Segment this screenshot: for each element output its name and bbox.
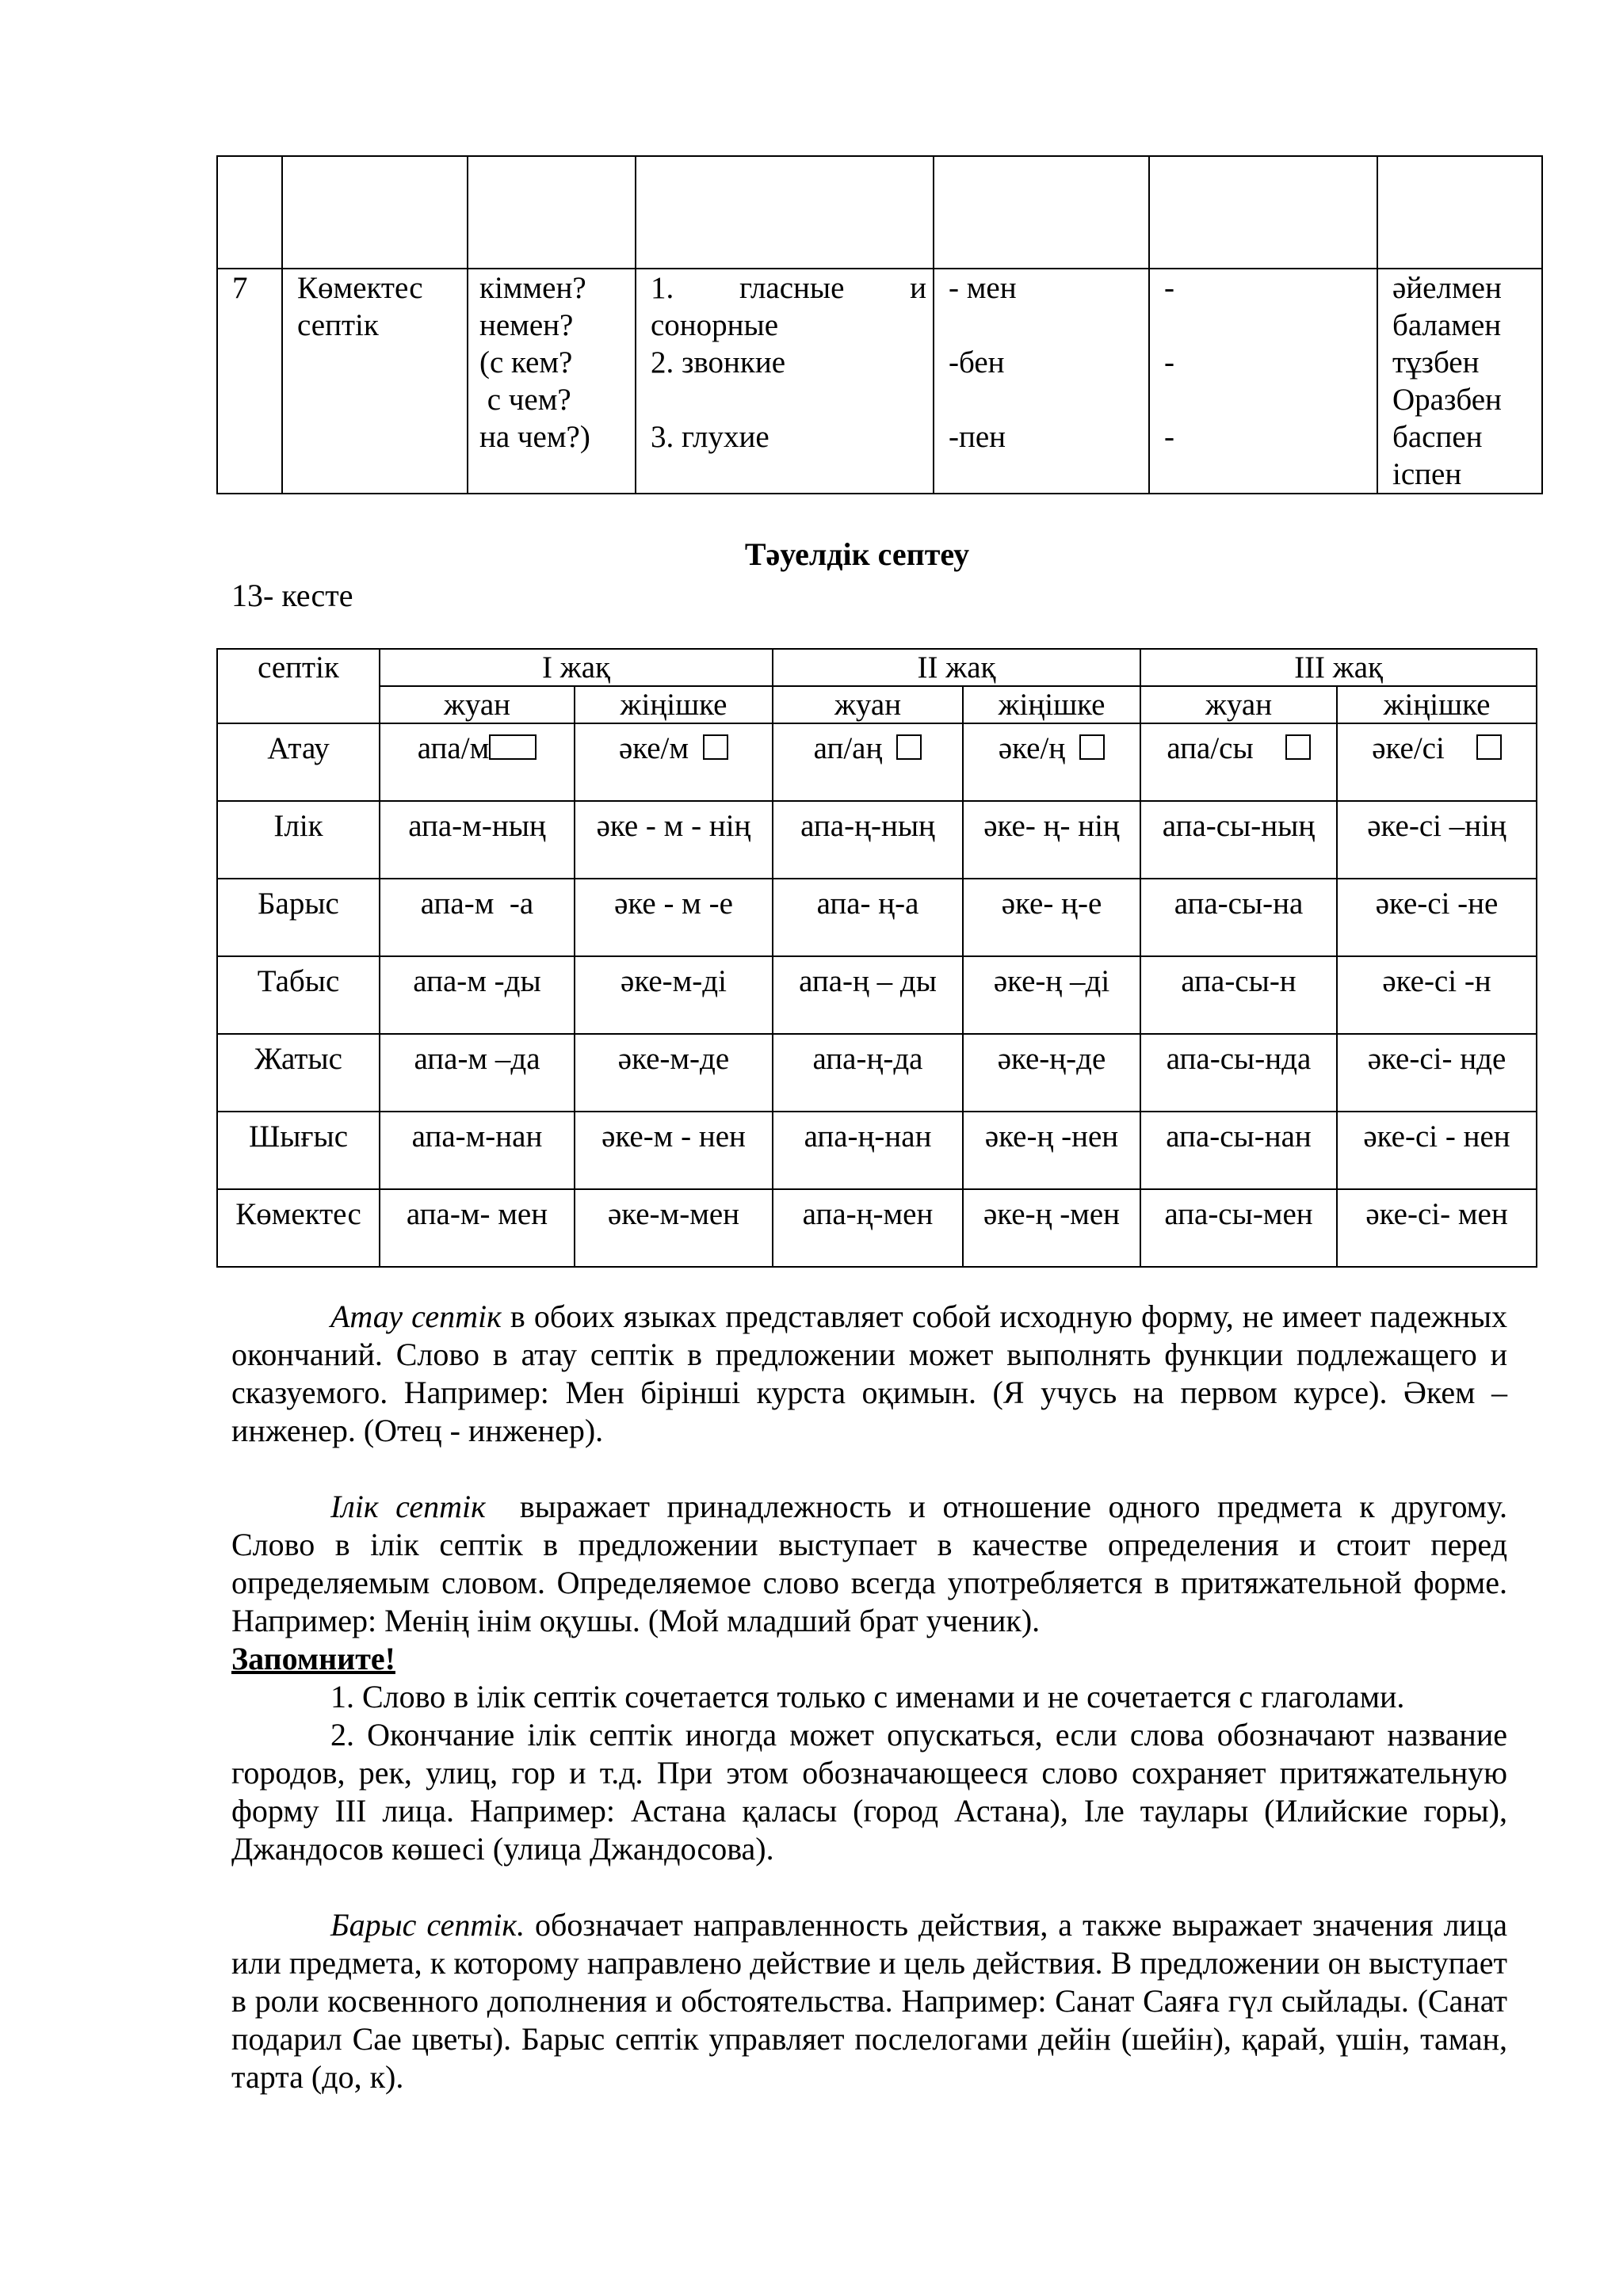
- table-row: [217, 879, 1537, 956]
- case-label: Барыс: [217, 879, 380, 956]
- condition-cell: 1. гласные и сонорные 2. звонкие 3. глухие: [636, 269, 934, 494]
- subheader: жіңішке: [1337, 686, 1537, 723]
- subheader: жіңішке: [575, 686, 773, 723]
- table-cell: әке - м - нің: [575, 801, 773, 879]
- header-case: септік: [217, 649, 380, 723]
- case-name-cell: Көмектес септік: [282, 269, 468, 494]
- table-cell: апа- ң-а: [773, 879, 963, 956]
- table-cell: әке-м-ді: [575, 956, 773, 1034]
- term: Ілік септік: [330, 1489, 486, 1524]
- examples-cell: әйелмен баламен тұзбен Оразбен баспен іспен: [1377, 269, 1542, 494]
- table-cell: апа/сы: [1140, 723, 1337, 801]
- table-cell: әке-сі –нің: [1337, 801, 1537, 879]
- table-row: [217, 956, 1537, 1034]
- square-icon: [1079, 734, 1105, 760]
- table-cell: әке-ң-де: [963, 1034, 1140, 1112]
- table-cell: апа-м-нан: [380, 1112, 575, 1189]
- table-cell: әке- ң-е: [963, 879, 1140, 956]
- table-cell: апа-сы-нда: [1140, 1034, 1337, 1112]
- table-cell: әке-сі -не: [1337, 879, 1537, 956]
- table-caption: 13- кесте: [231, 578, 353, 613]
- table-cell: апа-м- мен: [380, 1189, 575, 1267]
- table-cell: ап/аң: [773, 723, 963, 801]
- table-cell: апа-сы-н: [1140, 956, 1337, 1034]
- subheader: жуан: [773, 686, 963, 723]
- dash-cell: - - -: [1149, 269, 1377, 494]
- table-cell: апа-сы-мен: [1140, 1189, 1337, 1267]
- section-title: Тәуелдік септеу: [744, 536, 970, 572]
- table-cell: әке/сі: [1337, 723, 1537, 801]
- subheader: жуан: [1140, 686, 1337, 723]
- case-label: Көмектес: [217, 1189, 380, 1267]
- table-cell: әке/м: [575, 723, 773, 801]
- table-row: [217, 1112, 1537, 1189]
- table-cell: апа-м –да: [380, 1034, 575, 1112]
- table-cell: апа-ң-ның: [773, 801, 963, 879]
- table-cell: апа-ң-нан: [773, 1112, 963, 1189]
- case-label: Атау: [217, 723, 380, 801]
- subheader: жуан: [380, 686, 575, 723]
- table-subheader-row: [217, 686, 1537, 723]
- table-cell: әке-м - нен: [575, 1112, 773, 1189]
- memo-item: 1. Слово в ілік септік сочетается только с именами и не сочетается с глаголами.: [330, 1679, 1405, 1714]
- table-cell: апа-сы-ның: [1140, 801, 1337, 879]
- table-cell: әке-м-де: [575, 1034, 773, 1112]
- row-number: 7: [217, 269, 282, 494]
- table-cell: әке-сі -н: [1337, 956, 1537, 1034]
- table-cell: әке-ң -нен: [963, 1112, 1140, 1189]
- possessive-declension-table: [216, 648, 1537, 1268]
- header-person-3: ІІІ жақ: [1140, 649, 1537, 686]
- table-row: [217, 1189, 1537, 1267]
- table-cell: апа-ң-да: [773, 1034, 963, 1112]
- table-cell: әке-ң –ді: [963, 956, 1140, 1034]
- case-label: Ілік: [217, 801, 380, 879]
- subheader: жіңішке: [963, 686, 1140, 723]
- paragraph-barys: Барыс септік. обозначает направленность действия, а также выражает значения лица или предмета, к которому направлено действие и цель действия. В предложении он выступает в роли косвенного дополнения и обстоятельства. Например: Санат Саяға гүл сыйлады. (Санат подарил Сае цветы). Барыс септік управляет послелогами дейін (шейін), қарай, үшін, таман, тарта (до, к).: [231, 1907, 1507, 2095]
- case-label: Жатыс: [217, 1034, 380, 1112]
- table-cell: әке- ң- нің: [963, 801, 1140, 879]
- table-cell: апа-ң-мен: [773, 1189, 963, 1267]
- table-row-empty: [217, 156, 1542, 269]
- term: Барыс септік.: [330, 1907, 525, 1943]
- table-cell: әке-сі- мен: [1337, 1189, 1537, 1267]
- table-cell: апа-сы-нан: [1140, 1112, 1337, 1189]
- table-row: [217, 269, 1542, 494]
- table-cell: әке - м -е: [575, 879, 773, 956]
- term: Атау септік: [330, 1299, 502, 1334]
- ending-cell: - мен -бен -пен: [934, 269, 1149, 494]
- table-cell: апа-ң – ды: [773, 956, 963, 1034]
- table-row: [217, 1034, 1537, 1112]
- table-cell: әке/ң: [963, 723, 1140, 801]
- question-cell: кіммен? немен? (с кем? с чем? на чем?): [468, 269, 636, 494]
- memo-item: 2. Окончание ілік септік иногда может опускаться, если слова обозначают название городов, рек, улиц, гор и т.д. При этом обозначающееся слово сохраняет притяжательную форму ІІІ лица. Например: Астана қаласы (город Астана), Іле таулары (Илийские горы), Джандосов көшесі (улица Джандосова).: [231, 1717, 1507, 1867]
- square-icon: [896, 734, 922, 760]
- paragraph-ilik: Ілік септік выражает принадлежность и отношение одного предмета к другому. Слово в ілік септік в предложении выступает в качестве определения и стоит перед определяемым словом. Определяемое слово всегда употребляется в притяжательной форме. Например: Менің інім оқушы. (Мой младший брат ученик). Запомните! 1. Слово в ілік септік сочетается только с именами и не сочетается с глаголами. 2. Окончание ілік септік иногда может опускаться, если слова обозначают название городов, рек, улиц, гор и т.д. При этом обозначающееся слово сохраняет притяжательную форму ІІІ лица. Например: Астана қаласы (город Астана), Іле таулары (Илийские горы), Джандосов көшесі (улица Джандосова).: [231, 1489, 1515, 1867]
- case-label: Шығыс: [217, 1112, 380, 1189]
- header-person-1: І жақ: [380, 649, 773, 686]
- case-label: Табыс: [217, 956, 380, 1034]
- square-icon: [489, 734, 537, 760]
- table-cell: апа-м -ды: [380, 956, 575, 1034]
- memo-heading: Запомните!: [231, 1641, 395, 1676]
- table-cell: әке-ң -мен: [963, 1189, 1140, 1267]
- table-cell: апа/м: [380, 723, 575, 801]
- case-table-continuation: [216, 155, 1543, 494]
- table-cell: апа-м-ның: [380, 801, 575, 879]
- square-icon: [703, 734, 728, 760]
- table-row: [217, 723, 1537, 801]
- table-cell: әке-м-мен: [575, 1189, 773, 1267]
- table-cell: апа-м -а: [380, 879, 575, 956]
- table-cell: әке-сі- нде: [1337, 1034, 1537, 1112]
- square-icon: [1476, 734, 1502, 760]
- paragraph-atau: Атау септік в обоих языках представляет собой исходную форму, не имеет падежных окончаний. Слово в атау септік в предложении может выполнять функции подлежащего и сказуемого. Например: Мен бірінші курста оқимын. (Я учусь на первом курсе). Әкем – инженер. (Отец - инженер).: [231, 1299, 1507, 1448]
- table-cell: әке-сі - нен: [1337, 1112, 1537, 1189]
- table-header-row: [217, 649, 1537, 686]
- header-person-2: ІІ жақ: [773, 649, 1140, 686]
- table-row: [217, 801, 1537, 879]
- table-cell: апа-сы-на: [1140, 879, 1337, 956]
- square-icon: [1285, 734, 1311, 760]
